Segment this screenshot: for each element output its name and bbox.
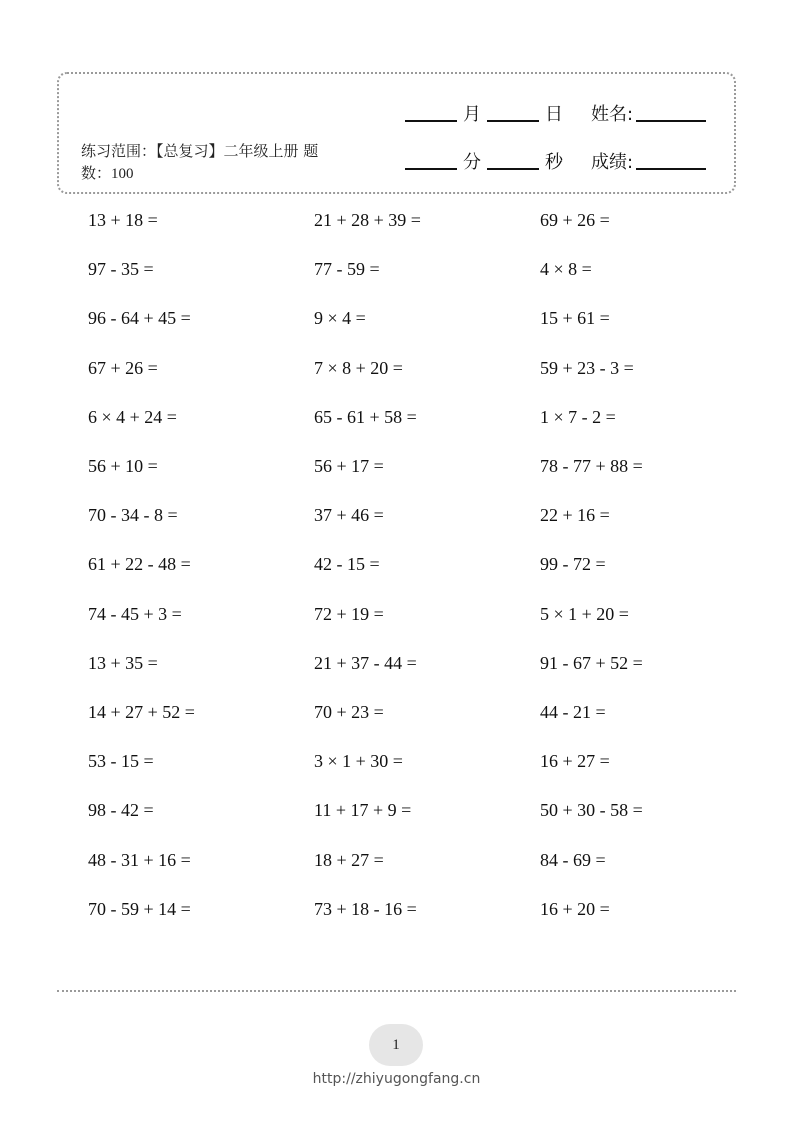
score-label: 成绩: <box>591 152 634 173</box>
math-problem: 74 - 45 + 3 = <box>88 603 182 624</box>
math-problem: 70 - 59 + 14 = <box>88 898 191 919</box>
math-problem: 70 + 23 = <box>314 701 384 722</box>
math-problem: 14 + 27 + 52 = <box>88 701 195 722</box>
math-problem: 72 + 19 = <box>314 603 384 624</box>
math-problem: 22 + 16 = <box>540 505 610 526</box>
math-problem: 4 × 8 = <box>540 259 592 280</box>
second-blank[interactable] <box>487 168 539 170</box>
math-problem: 67 + 26 = <box>88 357 158 378</box>
math-problem: 6 × 4 + 24 = <box>88 406 177 427</box>
math-problem: 13 + 35 = <box>88 652 158 673</box>
math-problem: 70 - 34 - 8 = <box>88 505 178 526</box>
site-url: http://zhiyugongfang.cn <box>312 1071 481 1087</box>
math-problem: 50 + 30 - 58 = <box>540 800 643 821</box>
math-problem: 65 - 61 + 58 = <box>314 406 417 427</box>
math-problem: 44 - 21 = <box>540 701 606 722</box>
math-problem: 21 + 37 - 44 = <box>314 652 417 673</box>
math-problem: 98 - 42 = <box>88 800 154 821</box>
date-name-row <box>405 100 706 126</box>
math-problem: 16 + 27 = <box>540 751 610 772</box>
math-problem: 53 - 15 = <box>88 751 154 772</box>
math-problem: 69 + 26 = <box>540 210 610 231</box>
month-blank[interactable] <box>405 120 457 122</box>
math-problem: 56 + 10 = <box>88 456 158 477</box>
math-problem: 18 + 27 = <box>314 849 384 870</box>
math-problem: 84 - 69 = <box>540 849 606 870</box>
second-label: 秒 <box>545 152 563 173</box>
day-label: 日 <box>545 104 563 125</box>
problem-grid <box>88 196 728 934</box>
math-problem: 37 + 46 = <box>314 505 384 526</box>
range-label: 练习范围：【总复习】二年级上册 <box>81 142 299 160</box>
score-blank[interactable] <box>636 168 706 170</box>
math-problem: 1 × 7 - 2 = <box>540 406 616 427</box>
math-problem: 61 + 22 - 48 = <box>88 554 191 575</box>
page-number: 1 <box>369 1024 423 1066</box>
name-blank[interactable] <box>636 120 706 122</box>
math-problem: 78 - 77 + 88 = <box>540 456 643 477</box>
math-problem: 99 - 72 = <box>540 554 606 575</box>
month-label: 月 <box>463 104 481 125</box>
math-problem: 48 - 31 + 16 = <box>88 849 191 870</box>
math-problem: 73 + 18 - 16 = <box>314 898 417 919</box>
name-label: 姓名: <box>591 104 634 125</box>
minute-blank[interactable] <box>405 168 457 170</box>
footer-divider <box>57 990 736 992</box>
math-problem: 42 - 15 = <box>314 554 380 575</box>
math-problem: 96 - 64 + 45 = <box>88 308 191 329</box>
math-problem: 13 + 18 = <box>88 210 158 231</box>
time-score-row <box>405 148 706 174</box>
minute-label: 分 <box>463 152 481 173</box>
math-problem: 11 + 17 + 9 = <box>314 800 412 821</box>
math-problem: 56 + 17 = <box>314 456 384 477</box>
math-problem: 91 - 67 + 52 = <box>540 652 643 673</box>
practice-range <box>81 140 321 185</box>
day-blank[interactable] <box>487 120 539 122</box>
math-problem: 16 + 20 = <box>540 898 610 919</box>
worksheet-header <box>57 72 736 194</box>
math-problem: 3 × 1 + 30 = <box>314 751 403 772</box>
math-problem: 9 × 4 = <box>314 308 366 329</box>
math-problem: 97 - 35 = <box>88 259 154 280</box>
math-problem: 59 + 23 - 3 = <box>540 357 634 378</box>
math-problem: 21 + 28 + 39 = <box>314 210 421 231</box>
math-problem: 5 × 1 + 20 = <box>540 603 629 624</box>
count-value: 100 <box>111 166 134 182</box>
math-problem: 77 - 59 = <box>314 259 380 280</box>
count-label: 题数： <box>81 142 319 182</box>
math-problem: 15 + 61 = <box>540 308 610 329</box>
math-problem: 7 × 8 + 20 = <box>314 357 403 378</box>
